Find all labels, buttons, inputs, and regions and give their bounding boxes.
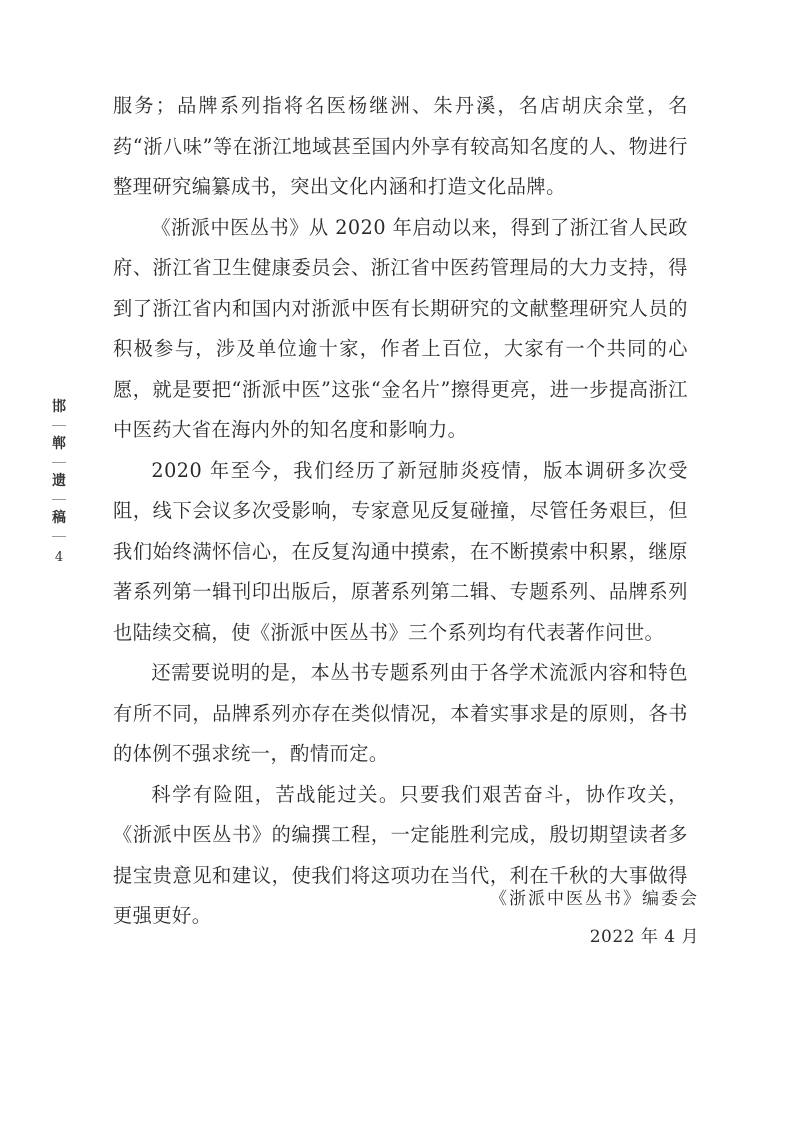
paragraph: 《浙派中医丛书》从 2020 年启动以来，得到了浙江省人民政府、浙江省卫生健康委员会、浙江省中医药管理局的大力支持，得到了浙江省内和国内对浙派中医有长期研究的文献整理研究人员的积极参与，涉及单位逾十家，作者上百位，大家有一个共同的心愿，就是要把“浙派中医”这张“金名片”擦得更亮，进一步提高浙江中医药大省在海内外的知名度和影响力。: [113, 215, 688, 441]
paragraph: 服务；品牌系列指将名医杨继洲、朱丹溪，名店胡庆余堂，名药“浙八味”等在浙江地域甚至国内外享有较高知名度的人、物进行整理研究编纂成书，突出文化内涵和打造文化品牌。: [113, 94, 688, 198]
signature-date: 2022 年 4 月: [589, 927, 699, 947]
header-divider: [52, 462, 66, 463]
header-divider: [52, 536, 66, 537]
running-header-char: 遗: [52, 473, 66, 489]
body-text: [113, 86, 688, 937]
signature-block: [490, 880, 699, 956]
paragraph: 还需要说明的是，本丛书专题系列由于各学术流派内容和特色有所不同，品牌系列亦存在类似情况，本着实事求是的原则，各书的体例不强求统一，酌情而定。: [113, 661, 688, 765]
header-divider: [52, 425, 66, 426]
running-header-char: 郸: [52, 436, 66, 452]
running-header-vertical: [46, 398, 72, 566]
paragraph: 2020 年至今，我们经历了新冠肺炎疫情，版本调研多次受阻，线下会议多次受影响，专家意见反复碰撞，尽管任务艰巨，但我们始终满怀信心，在反复沟通中摸索，在不断摸索中积累，继原著系列第一辑刊印出版后，原著系列第二辑、专题系列、品牌系列也陆续交稿，使《浙派中医丛书》三个系列均有代表著作问世。: [113, 458, 688, 644]
paragraph: 科学有险阻，苦战能过关。只要我们艰苦奋斗，协作攻关，《浙派中医丛书》的编撰工程，一定能胜利完成，殷切期望读者多提宝贵意见和建议，使我们将这项功在当代，利在千秋的大事做得更强更好。: [113, 782, 688, 927]
signature-org: 《浙派中医丛书》编委会: [490, 889, 699, 909]
running-header-char: 邯: [52, 399, 66, 415]
running-header-char: 稿: [52, 510, 66, 526]
header-divider: [52, 499, 66, 500]
page-number: 4: [54, 550, 64, 565]
